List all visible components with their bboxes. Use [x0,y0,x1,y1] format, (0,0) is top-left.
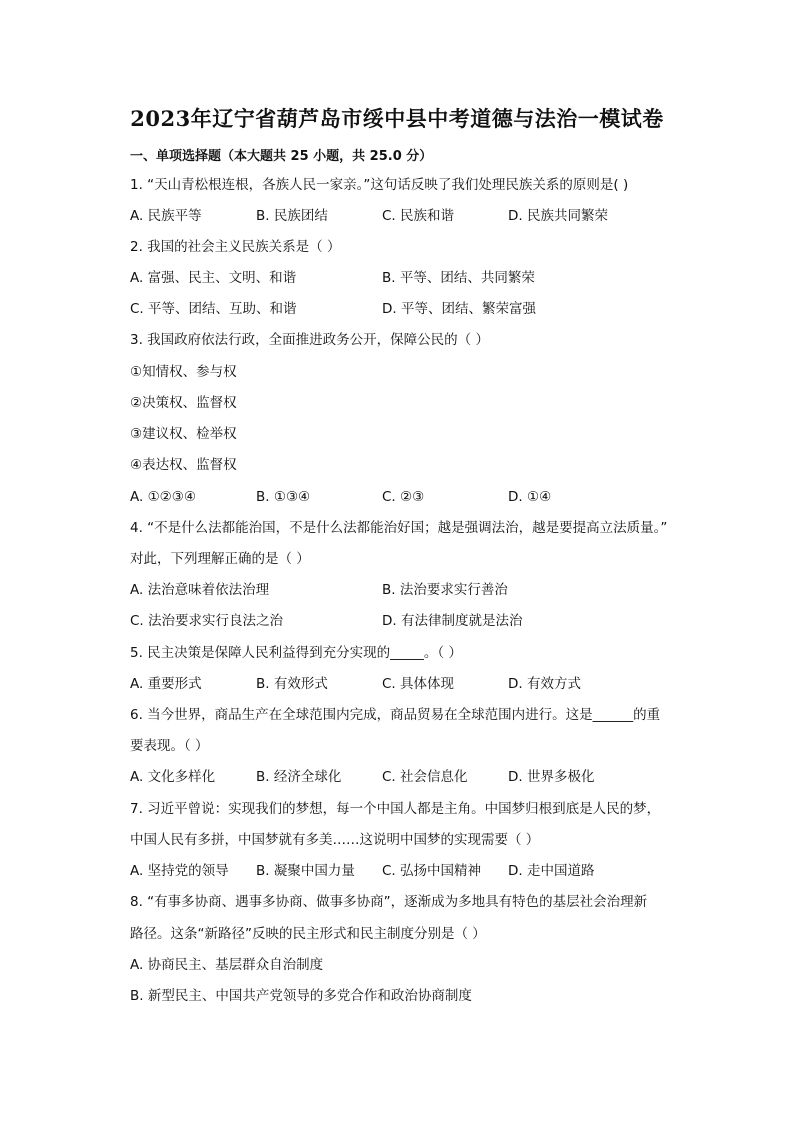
question-7-stem: 7. 习近平曾说：实现我们的梦想，每一个中国人都是主角。中国梦归根到底是人民的梦， [130,801,661,817]
question-8-stem: 8. “有事多协商、遇事多协商、做事多协商”，逐渐成为多地具有特色的基层社会治理新 [130,894,648,910]
option-c[interactable]: C. 社会信息化 [382,769,468,785]
option-a[interactable]: A. 富强、民主、文明、和谐 [130,270,297,286]
option-a[interactable]: A. 法治意味着依法治理 [130,582,270,598]
question-7-stem-cont: 中国人民有多拼，中国梦就有多美……这说明中国梦的实现需要（ ） [130,832,540,848]
option-a[interactable]: A. 民族平等 [130,208,202,224]
question-3-item-4: ④表达权、监督权 [130,457,237,473]
option-c[interactable]: C. 法治要求实行良法之治 [130,613,284,629]
question-3-options [130,488,690,506]
question-4-options-row1 [130,581,690,599]
question-8-stem-cont: 路径。这条“新路径”反映的民主形式和民主制度分别是（ ） [130,926,486,942]
question-2-stem: 2. 我国的社会主义民族关系是（ ） [130,239,341,255]
option-c[interactable]: C. 平等、团结、互助、和谐 [130,301,297,317]
option-d[interactable]: D. 平等、团结、繁荣富强 [382,301,536,317]
question-4-stem: 4. “不是什么法都能治国，不是什么法都能治好国；越是强调法治，越是要提高立法质量。” [130,520,668,536]
option-b[interactable]: B. ①③④ [256,489,311,505]
option-b[interactable]: B. 凝聚中国力量 [256,863,355,879]
question-3-item-3: ③建议权、检举权 [130,426,237,442]
option-a[interactable]: A. 重要形式 [130,676,202,692]
question-7-options [130,862,690,880]
option-b[interactable]: B. 有效形式 [256,676,328,692]
question-2-options-row2 [130,300,690,318]
question-6-stem: 6. 当今世界，商品生产在全球范围内完成，商品贸易在全球范围内进行。这是______的重 [130,707,661,723]
question-3-item-1: ①知情权、参与权 [130,364,237,380]
option-c[interactable]: C. 具体体现 [382,676,455,692]
option-d[interactable]: D. 民族共同繁荣 [508,208,608,224]
option-d[interactable]: D. ①④ [508,489,552,505]
question-1-stem: 1. “天山青松根连根，各族人民一家亲。”这句话反映了我们处理民族关系的原则是( ) [130,177,629,193]
question-1-options [130,207,690,225]
question-5-stem: 5. 民主决策是保障人民利益得到充分实现的_____。（ ） [130,645,462,661]
question-6-stem-cont: 要表现。（ ） [130,738,209,754]
option-d[interactable]: D. 走中国道路 [508,863,595,879]
option-a[interactable]: A. 坚持党的领导 [130,863,229,879]
option-c[interactable]: C. 民族和谐 [382,208,455,224]
question-8-option-b[interactable]: B. 新型民主、中国共产党领导的多党合作和政治协商制度 [130,988,472,1004]
option-d[interactable]: D. 有法律制度就是法治 [382,613,523,629]
question-6-options [130,768,690,786]
option-a[interactable]: A. ①②③④ [130,489,196,505]
option-c[interactable]: C. ②③ [382,489,425,505]
option-c[interactable]: C. 弘扬中国精神 [382,863,482,879]
option-d[interactable]: D. 世界多极化 [508,769,595,785]
question-5-options [130,675,690,693]
question-2-options-row1 [130,269,690,287]
option-b[interactable]: B. 法治要求实行善治 [382,582,508,598]
option-b[interactable]: B. 平等、团结、共同繁荣 [382,270,535,286]
question-4-options-row2 [130,612,690,630]
question-3-item-2: ②决策权、监督权 [130,395,237,411]
section-heading: 一、单项选择题（本大题共 25 小题，共 25.0 分） [130,149,433,164]
option-a[interactable]: A. 文化多样化 [130,769,216,785]
exam-title: 2023年辽宁省葫芦岛市绥中县中考道德与法治一模试卷 [130,106,664,131]
question-8-option-a[interactable]: A. 协商民主、基层群众自治制度 [130,957,324,973]
option-b[interactable]: B. 经济全球化 [256,769,342,785]
option-d[interactable]: D. 有效方式 [508,676,581,692]
question-4-stem-cont: 对此，下列理解正确的是（ ） [130,551,310,567]
question-3-stem: 3. 我国政府依法行政，全面推进政务公开，保障公民的（ ） [130,332,489,348]
option-b[interactable]: B. 民族团结 [256,208,328,224]
